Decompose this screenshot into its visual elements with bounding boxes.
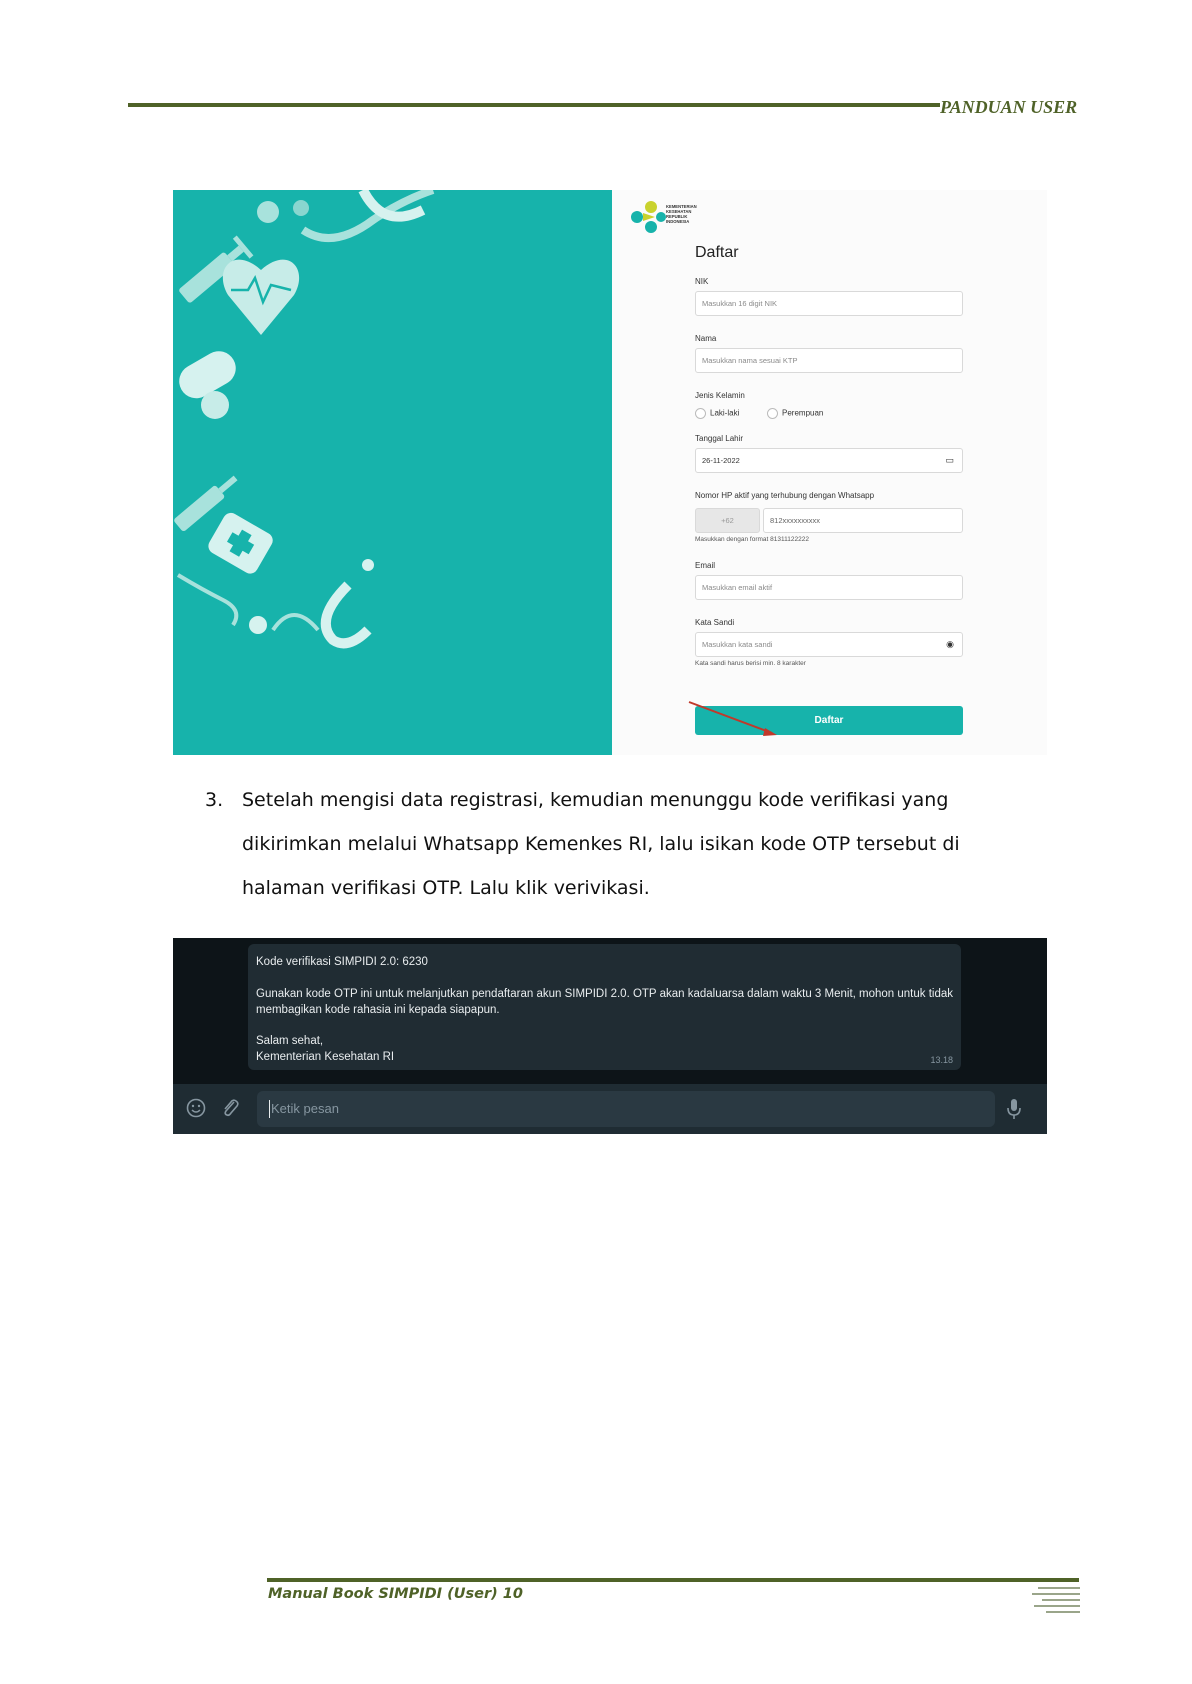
footer-text: Manual Book SIMPIDI (User) 10 xyxy=(268,1586,523,1602)
nama-label: Nama xyxy=(695,334,717,343)
message-body: Gunakan kode OTP ini untuk melanjutkan pendaftaran akun SIMPIDI 2.0. OTP akan kadaluarsa dalam waktu 3 Menit, mohon untuk tidak membagikan kode rahasia ini kepada siapapun. xyxy=(256,988,954,1016)
medical-illustration xyxy=(173,190,612,755)
phone-prefix: +62 xyxy=(695,508,760,533)
radio-label: Laki-laki xyxy=(710,408,740,418)
phone-input[interactable]: 812xxxxxxxxxx xyxy=(763,508,963,533)
step-line: Setelah mengisi data registrasi, kemudian menunggu kode verifikasi yang xyxy=(242,789,949,811)
radio-laki-laki[interactable] xyxy=(695,408,739,419)
step-paragraph xyxy=(205,778,1005,910)
logo-text-line: REPUBLIK xyxy=(666,214,688,219)
nama-input[interactable]: Masukkan nama sesuai KTP xyxy=(695,348,963,373)
email-input[interactable]: Masukkan email aktif xyxy=(695,575,963,600)
step-line: dikirimkan melalui Whatsapp Kemenkes RI, lalu isikan kode OTP tersebut di xyxy=(242,833,960,855)
eye-icon[interactable]: ◉ xyxy=(946,639,954,649)
message-sender: Kementerian Kesehatan RI xyxy=(256,1051,395,1063)
birth-date-value: 26-11-2022 xyxy=(702,456,740,465)
header-title: PANDUAN USER xyxy=(940,97,1078,117)
step-number: 3. xyxy=(205,789,224,811)
logo-text-line: KESEHATAN xyxy=(666,209,692,214)
password-label: Kata Sandi xyxy=(695,618,735,627)
message-bubble xyxy=(248,944,961,1070)
nik-label: NIK xyxy=(695,277,709,286)
registration-screenshot xyxy=(173,190,1047,755)
annotation-arrow-icon xyxy=(687,700,787,740)
text-cursor xyxy=(269,1100,270,1118)
birth-date-input[interactable] xyxy=(695,448,963,473)
step-line: halaman verifikasi OTP. Lalu klik verivikasi. xyxy=(242,877,650,899)
mic-icon[interactable] xyxy=(1006,1097,1022,1121)
gender-label: Jenis Kelamin xyxy=(695,391,745,400)
footer-rule xyxy=(267,1578,1079,1582)
emoji-icon[interactable] xyxy=(186,1098,206,1118)
password-hint: Kata sandi harus berisi min. 8 karakter xyxy=(695,660,806,667)
phone-label: Nomor HP aktif yang terhubung dengan Whatsapp xyxy=(695,491,875,500)
daftar-button[interactable]: Daftar xyxy=(695,706,963,735)
footer-decoration-icon xyxy=(1028,1584,1080,1618)
logo-text xyxy=(666,204,697,224)
radio-perempuan[interactable] xyxy=(767,408,823,419)
registration-form xyxy=(612,190,1047,755)
password-placeholder: Masukkan kata sandi xyxy=(702,640,773,649)
logo-text-line: KEMENTERIAN xyxy=(666,204,697,209)
medical-illustration-panel xyxy=(173,190,612,755)
attach-icon[interactable] xyxy=(220,1097,240,1119)
nik-input[interactable]: Masukkan 16 digit NIK xyxy=(695,291,963,316)
form-title: Daftar xyxy=(695,244,739,261)
radio-label: Perempuan xyxy=(782,408,824,418)
message-code-line: Kode verifikasi SIMPIDI 2.0: 6230 xyxy=(256,956,428,968)
email-label: Email xyxy=(695,561,716,570)
message-input[interactable] xyxy=(257,1091,995,1127)
password-input[interactable] xyxy=(695,632,963,657)
header-rule xyxy=(128,103,940,107)
whatsapp-screenshot xyxy=(173,938,1047,1134)
radio-dot xyxy=(767,408,778,419)
message-time: 13.18 xyxy=(930,1055,953,1065)
radio-dot xyxy=(695,408,706,419)
compose-bar xyxy=(173,1084,1047,1134)
calendar-icon[interactable]: ▭ xyxy=(945,455,954,465)
phone-hint: Masukkan dengan format 81311122222 xyxy=(695,536,809,543)
birth-label: Tanggal Lahir xyxy=(695,434,744,443)
message-placeholder: Ketik pesan xyxy=(271,1101,339,1116)
message-greeting: Salam sehat, xyxy=(256,1035,324,1047)
logo-text-line: INDONESIA xyxy=(666,219,690,224)
